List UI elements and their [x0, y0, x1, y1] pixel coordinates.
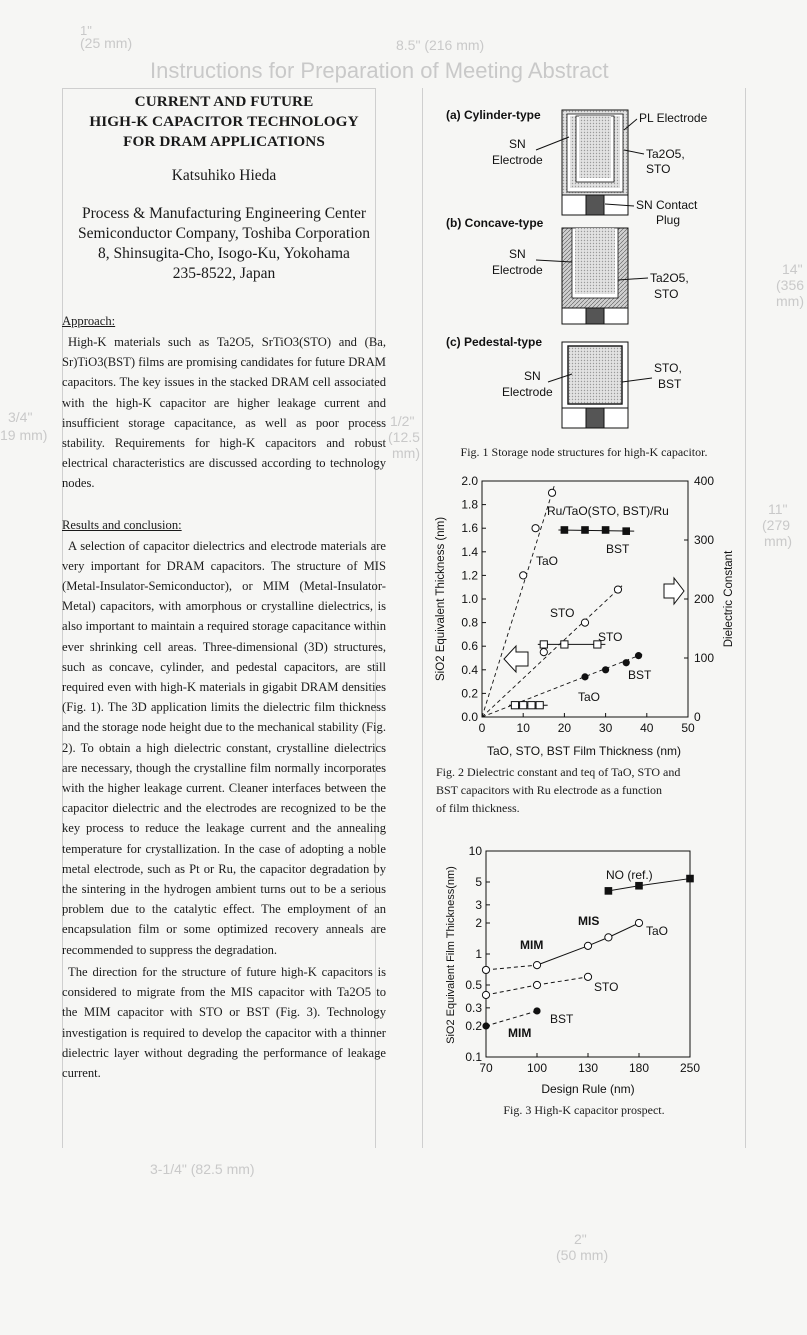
fig2-y-tick-label: 1.2	[461, 568, 478, 583]
ghost-dim-mid-a: 1/2"	[390, 413, 415, 429]
fig3-annotation-bst: BST	[550, 1012, 574, 1026]
fig2-data-point	[528, 702, 535, 709]
fig3-y-tick-label: 0.5	[465, 978, 482, 993]
fig3-data-point	[482, 1022, 489, 1029]
fig2-data-point	[561, 641, 568, 648]
fig1-caption: Fig. 1 Storage node structures for high-K capacitor.	[460, 445, 708, 459]
fig2-data-point	[623, 659, 630, 666]
ghost-dim-bottom-right-b: (50 mm)	[556, 1247, 609, 1263]
fig3-annotation-mim-bottom: MIM	[508, 1026, 532, 1040]
fig2-y2label: Dielectric Constant	[723, 550, 735, 648]
fig2-x-tick-label: 30	[598, 721, 613, 735]
fig1-storage-node-diagram	[424, 92, 744, 452]
affiliation-line-4: 235-8522, Japan	[172, 265, 276, 282]
fig3-data-point	[584, 973, 591, 980]
fig2-data-point	[602, 666, 609, 673]
fig2-annotation-tao-low: TaO	[578, 690, 601, 704]
fig3-y-tick-label: 5	[475, 875, 482, 890]
ghost-dim-right-f: mm)	[764, 533, 792, 549]
fig1c-electrode-label: Electrode	[502, 385, 553, 399]
fig3-x-tick-label: 100	[526, 1061, 548, 1075]
fig2-y-tick-label: 0.8	[461, 615, 478, 630]
fig3-y-tick-label: 0.1	[465, 1050, 482, 1064]
fig1-label-concave: (b) Concave-type	[446, 216, 544, 230]
fig1c-bst-label: BST	[658, 377, 682, 391]
frame-right-col-left	[422, 88, 423, 1148]
fig3-x-tick-label: 180	[628, 1061, 650, 1075]
ghost-dim-bottom-left: 3-1/4" (82.5 mm)	[150, 1161, 255, 1177]
fig3-y-tick-label: 2	[475, 915, 482, 930]
fig2-data-point	[520, 572, 527, 579]
fig2-data-point	[511, 702, 518, 709]
fig2-data-point	[540, 649, 547, 656]
fig1-pl-electrode-label: PL Electrode	[639, 111, 708, 125]
results-paragraph-2: The direction for the structure of future high-K capacitors is considered to migrate from the MIS capacitor with Ta2O5 to the MIM capacitor with STO or BST (Fig. 3). Technology investigation is required to develop the capacitor with a thinner dielectric layer without degrading the performance of leakage current.	[62, 964, 386, 1080]
fig2-x-tick-label: 50	[681, 721, 695, 735]
fig2-annotation-bst-low: BST	[628, 668, 652, 682]
fig2-y-tick-label: 0.0	[461, 710, 478, 724]
fig3-data-point	[605, 934, 612, 941]
fig2-annotation-bst-top: BST	[606, 542, 630, 556]
fig3-y-tick-label: 1	[475, 947, 482, 961]
affiliation-line-3: 8, Shinsugita-Cho, Isogo-Ku, Yokohama	[98, 245, 350, 262]
fig3-y-tick-label: 10	[468, 844, 482, 858]
fig1-label-pedestal: (c) Pedestal-type	[446, 335, 543, 349]
fig1b-sto-label: STO	[654, 287, 679, 301]
ghost-dim-top-mid: 8.5" (216 mm)	[396, 37, 485, 53]
results-heading: Results and conclusion:	[62, 517, 182, 532]
ghost-dim-left-2: 19 mm)	[0, 427, 48, 443]
fig2-y-tick-label: 0.4	[461, 662, 478, 677]
fig3-x-tick-label: 70	[479, 1061, 493, 1075]
fig3-xlabel: Design Rule (nm)	[541, 1082, 635, 1096]
fig3-annotation-sto: STO	[594, 980, 619, 994]
fig2-fit-line	[482, 486, 554, 717]
fig3-ylabel: SiO2 Equivalent Film Thickness(nm)	[445, 866, 457, 1044]
right-column	[424, 92, 744, 1119]
fig2-data-point	[635, 652, 642, 659]
fig3-data-point	[635, 882, 643, 890]
fig1-plug-label: Plug	[656, 213, 681, 227]
fig2-data-point	[581, 673, 588, 680]
fig3-y-tick-label: 0.2	[465, 1018, 482, 1033]
fig3-series-line	[486, 985, 537, 995]
fig2-data-point	[622, 527, 630, 535]
ghost-dim-top-left: (25 mm)	[80, 35, 133, 51]
fig2-x-tick-label: 40	[640, 721, 654, 735]
fig2-y-tick-label: 2.0	[461, 474, 478, 488]
ghost-dim-right-b: (356	[776, 277, 805, 293]
ghost-dim-bottom-right-a: 2"	[574, 1231, 587, 1247]
fig3-data-point	[533, 981, 540, 988]
author-name: Katsuhiko Hieda	[171, 167, 277, 184]
ghost-dim-right-e: (279	[762, 517, 791, 533]
ghost-dim-mid-c: mm)	[392, 445, 420, 461]
fig2-data-point	[561, 526, 569, 534]
fig2-caption-line-2: BST capacitors with Ru electrode as a function	[436, 783, 663, 797]
frame-right-col-right	[745, 88, 746, 1148]
fig2-left-arrow	[504, 646, 528, 672]
fig2-data-point	[614, 586, 621, 593]
fig2-ylabel: SiO2 Equivalent Thickness (nm)	[435, 516, 447, 682]
fig2-y-tick-label: 0.6	[461, 639, 478, 654]
fig2-annotation-sto-mid: STO	[550, 606, 575, 620]
fig2-annotation-sto-right: STO	[598, 630, 623, 644]
fig2-data-point	[520, 702, 527, 709]
fig2-data-point	[540, 641, 547, 648]
fig1-label-cylinder: (a) Cylinder-type	[446, 108, 541, 122]
approach-paragraph: High-K materials such as Ta2O5, SrTiO3(STO) and (Ba, Sr)TiO3(BST) films are promising candidates for future DRAM capacitors. The key issues in the stacked DRAM cell associated with the high-K capacitor are higher leakage current and insufficient storage capacitance, as well as poor process stability. Requirements for high-K capacitors and robust electrical characteristics are discussed according to technology nodes.	[62, 335, 386, 491]
approach-heading: Approach:	[62, 314, 116, 328]
fig3-annotation-mim-top: MIM	[520, 938, 544, 952]
fig3-data-point	[605, 887, 613, 895]
fig2-data-point	[581, 526, 589, 534]
fig3-x-tick-label: 130	[577, 1061, 599, 1075]
fig3-series-line	[537, 946, 588, 965]
fig2-caption-line-3: of film thickness.	[436, 801, 520, 815]
fig3-series-line	[537, 977, 588, 985]
ghost-dim-right-a: 14"	[782, 261, 803, 277]
paper-title-line-1: CURRENT AND FUTURE	[134, 93, 314, 110]
fig3-data-point	[482, 966, 489, 973]
fig1-sn-contact-label: SN Contact	[636, 198, 698, 212]
fig2-data-point	[536, 702, 543, 709]
fig2-right-arrow	[664, 578, 684, 604]
fig3-chart	[424, 837, 744, 1097]
fig2-data-point	[548, 489, 555, 496]
fig3-annotation-no-ref: NO (ref.)	[606, 868, 653, 882]
fig2-y2-tick-label: 100	[694, 651, 715, 665]
fig1b-ta2o5-label: Ta2O5,	[650, 271, 689, 285]
fig1a-sn-label: SN	[509, 137, 526, 151]
fig2-caption-line-1: Fig. 2 Dielectric constant and teq of TaO, STO and	[436, 765, 681, 779]
fig3-caption: Fig. 3 High-K capacitor prospect.	[503, 1103, 665, 1117]
paper-title-line-3: FOR DRAM APPLICATIONS	[123, 133, 325, 150]
fig1a-ta2o5-label: Ta2O5,	[646, 147, 685, 161]
fig2-data-point	[581, 619, 588, 626]
ghost-dim-right-c: mm)	[776, 293, 804, 309]
fig3-series-line	[486, 1011, 537, 1026]
fig1b-sn-label: SN	[509, 247, 526, 261]
fig3-data-point	[533, 962, 540, 969]
fig1c-sto-label: STO,	[654, 361, 682, 375]
fig2-y-tick-label: 1.6	[461, 521, 478, 536]
ghost-dim-mid-b: (12.5	[388, 429, 420, 445]
fig2-y-tick-label: 1.8	[461, 497, 478, 512]
fig3-annotation-mis: MIS	[578, 914, 600, 928]
paper-title-line-2: HIGH-K CAPACITOR TECHNOLOGY	[89, 113, 359, 130]
fig2-y-tick-label: 1.0	[461, 592, 478, 606]
fig3-data-point	[533, 1007, 540, 1014]
ghost-instructions-title: Instructions for Preparation of Meeting Abstract	[150, 58, 609, 83]
fig3-series-line	[608, 886, 639, 891]
fig2-data-point	[602, 526, 610, 534]
fig2-x-tick-label: 20	[557, 721, 572, 735]
left-column	[62, 92, 386, 1083]
affiliation-line-2: Semiconductor Company, Toshiba Corporation	[77, 225, 371, 242]
ghost-dim-top-left-a: 1"	[80, 23, 92, 38]
fig1a-sto-label: STO	[646, 162, 671, 176]
fig2-y-tick-label: 0.2	[461, 686, 478, 701]
affiliation-line-1: Process & Manufacturing Engineering Center	[81, 205, 367, 222]
fig2-x-tick-label: 10	[516, 721, 530, 735]
fig2-fit-line	[482, 654, 643, 717]
results-paragraph-1: A selection of capacitor dielectrics and electrode materials are very important for DRAM capacitors. The structure of MIS (Metal-Insulator-Semiconductor), or MIM (Metal-Insulator-Metal) capacitors, with amorphous or crystalline dielectrics, is also important to maintain a required storage capacitance within ever shrinking cell areas. Three-dimensional (3D) structures, such as concave, cylinder, and pedestal capacitors, are still required even with high-K materials in gigabit DRAM densities (Fig. 1). The 3D application limits the dielectric film thickness and the storage node height due to the mechanical stability (Fig. 2). To obtain a high dielectric constant, crystalline dielectrics are necessary, though the crystalline film normally incorporates with the higher leakage current. Cleaner interfaces between the capacitor dielectric and the electrodes are recognized to be the key process to reduce the leakage current and the annealing temperature for crystallization. In the case of adopting a noble metal electrode, such as Pt or Ru, the capacitor degradation by the sintering in the hydrogen ambient turns out to be a serious problem due to the catalytic effect. The employment of an encapsulation film or some optimized recovery anneals are recommended to suppress the degradation.	[62, 538, 386, 957]
fig1c-sn-label: SN	[524, 369, 541, 383]
fig3-data-point	[635, 919, 642, 926]
fig2-data-point	[532, 525, 539, 532]
fig3-data-point	[482, 991, 489, 998]
fig3-data-point	[584, 942, 591, 949]
fig3-series-line	[486, 965, 537, 970]
fig2-annotation-ru: Ru/TaO(STO, BST)/Ru	[547, 504, 669, 518]
fig2-xlabel: TaO, STO, BST Film Thickness (nm)	[486, 744, 682, 758]
ghost-dim-left: 3/4"	[8, 409, 33, 425]
fig2-caption	[436, 763, 744, 817]
fig2-y2-tick-label: 0	[694, 710, 701, 724]
fig2-annotation-tao-top: TaO	[536, 554, 559, 568]
fig2-y2-tick-label: 200	[694, 592, 715, 606]
fig2-y2-tick-label: 300	[694, 533, 715, 547]
fig2-y2-tick-label: 400	[694, 474, 715, 488]
fig3-annotation-tao: TaO	[646, 924, 669, 938]
fig3-data-point	[686, 875, 694, 883]
frame-top-left	[62, 88, 376, 89]
fig1b-electrode-label: Electrode	[492, 263, 543, 277]
fig2-chart	[424, 473, 744, 763]
ghost-dim-right-d: 11"	[768, 501, 788, 517]
fig3-series-line	[608, 923, 639, 937]
fig3-x-tick-label: 250	[679, 1061, 701, 1075]
affiliation	[62, 204, 386, 284]
fig2-x-tick-label: 0	[478, 721, 486, 735]
fig3-y-tick-label: 0.3	[465, 1000, 482, 1015]
fig1a-electrode-label: Electrode	[492, 153, 543, 167]
fig2-y-tick-label: 1.4	[461, 544, 478, 559]
fig3-y-tick-label: 3	[475, 897, 482, 912]
